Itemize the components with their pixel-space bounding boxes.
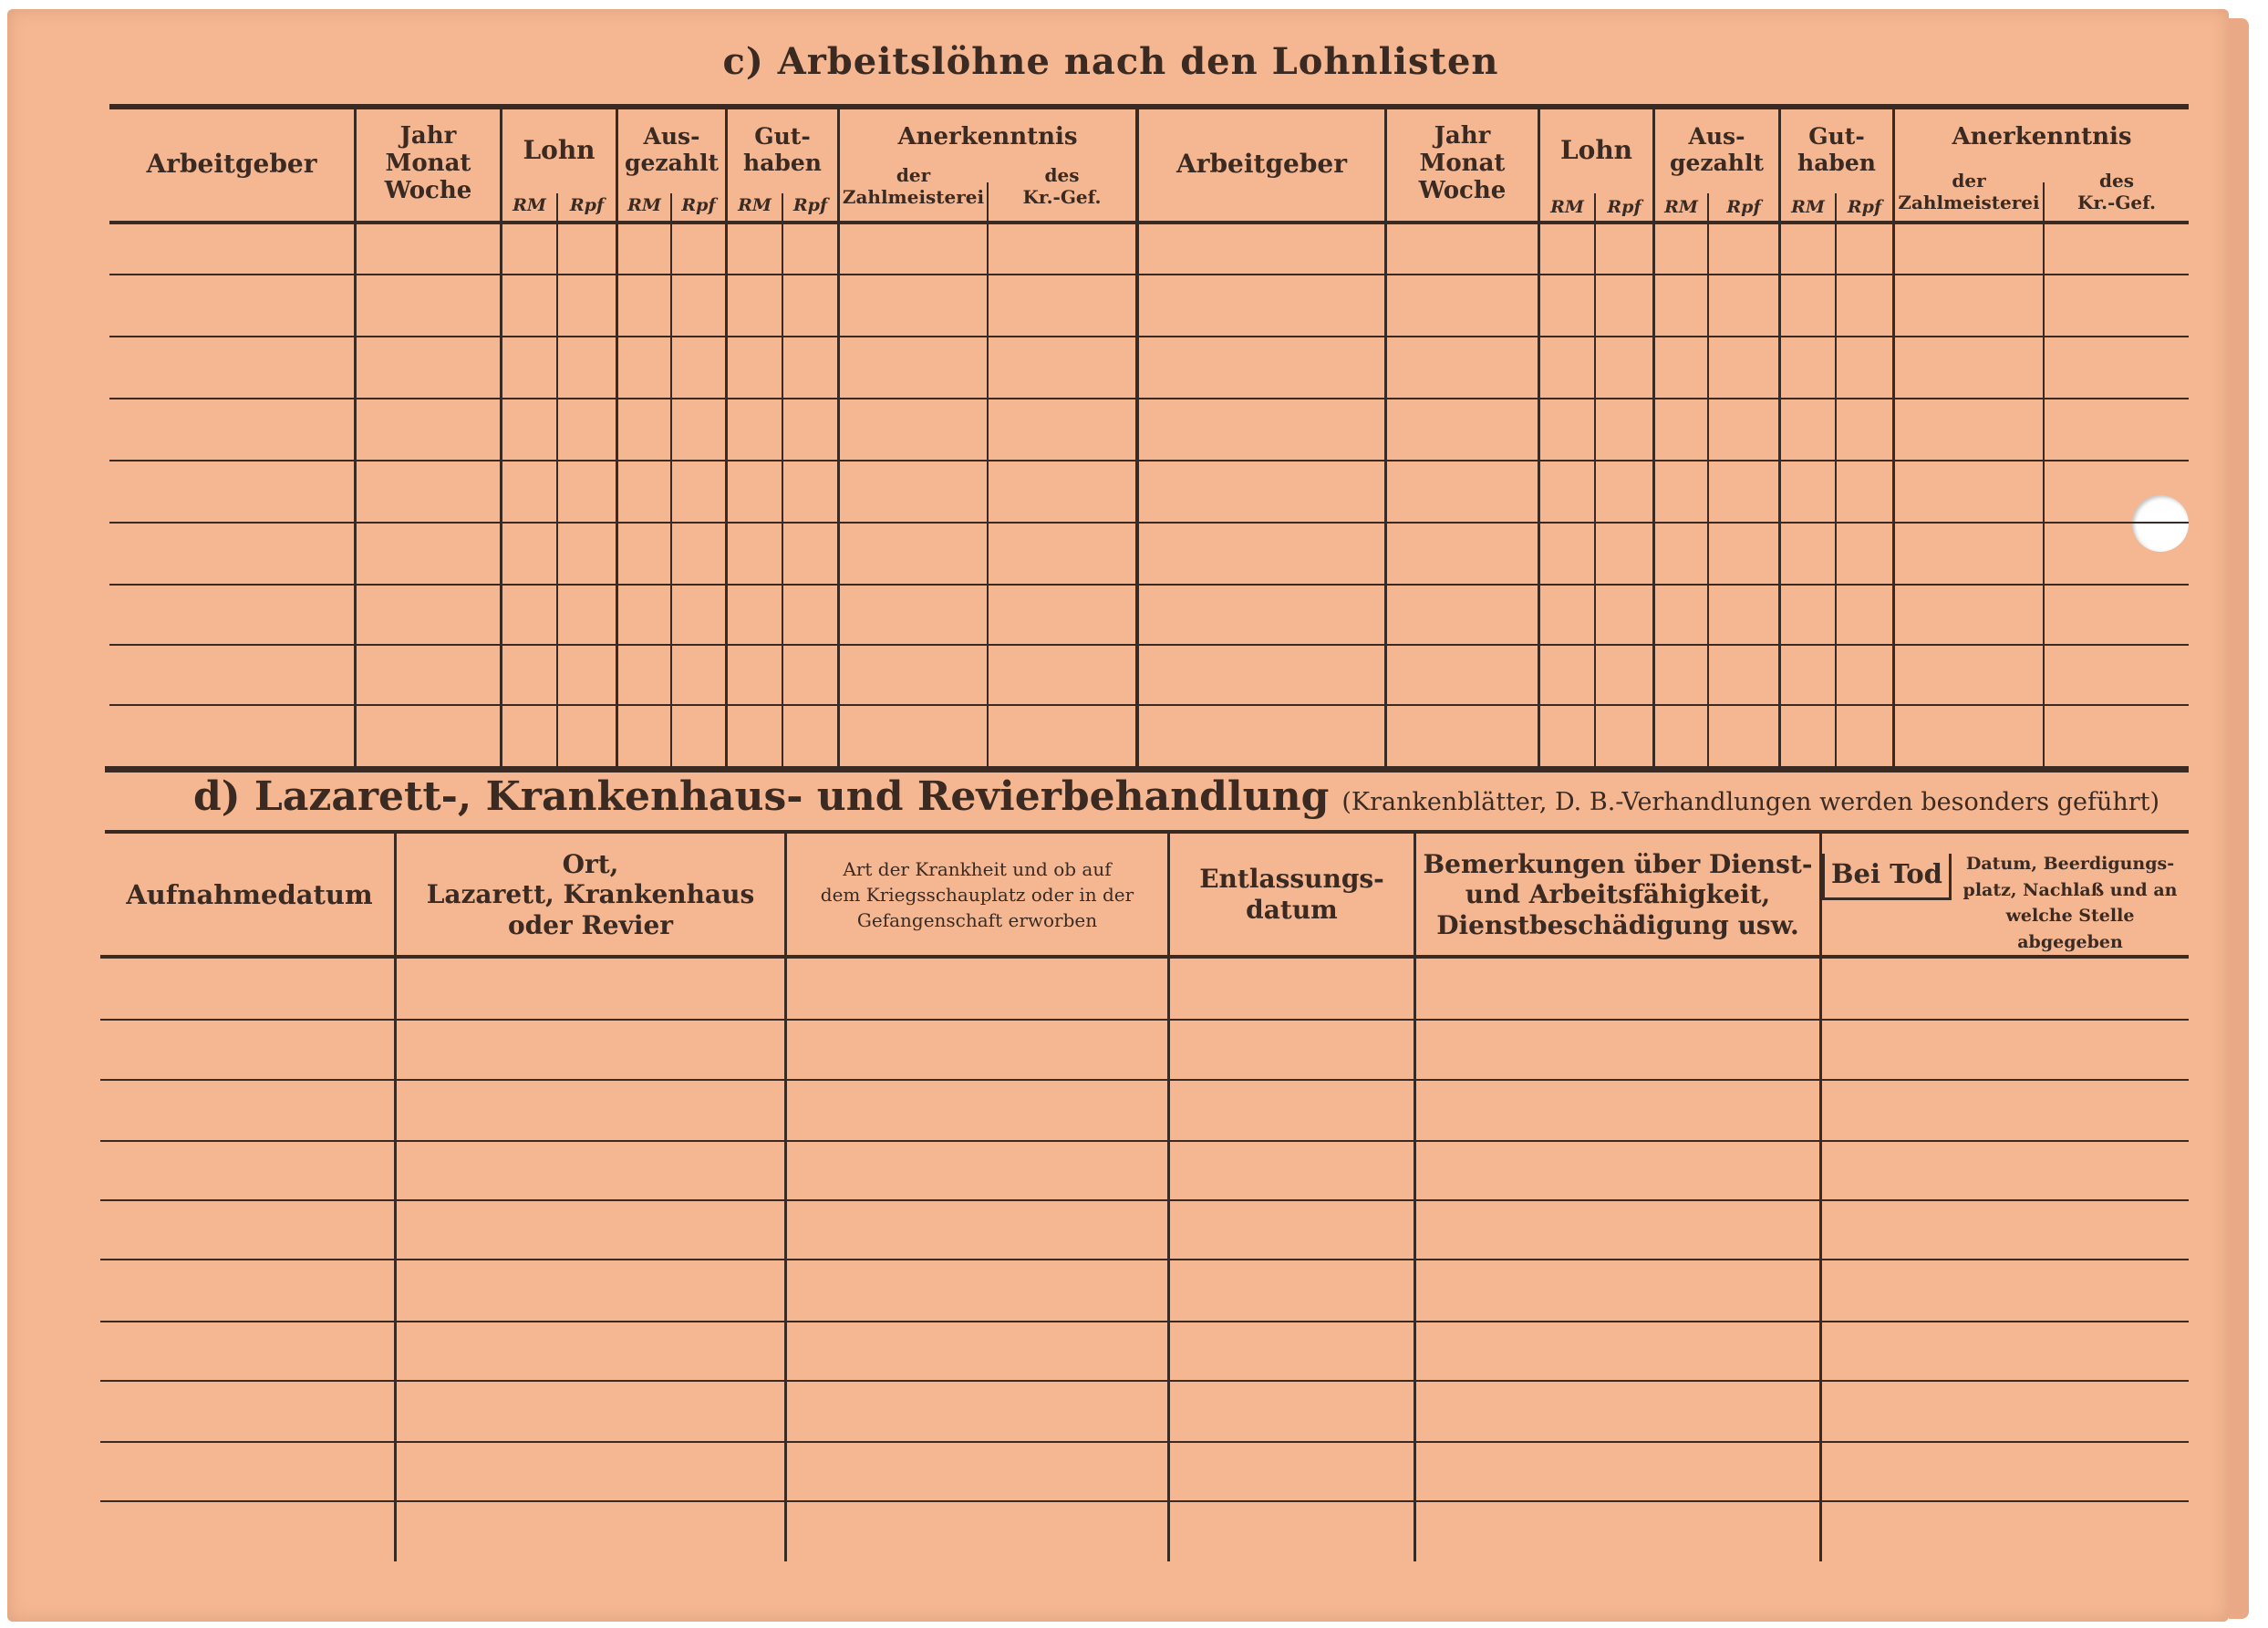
c-header-des-krgef: des Kr.-Gef. [1022, 164, 1102, 208]
c-row-line [109, 522, 2189, 524]
c-header-lohn: Lohn [523, 134, 595, 165]
c-row-line [109, 398, 2189, 399]
section-d-header-rule [100, 955, 2189, 959]
punch-hole [2132, 495, 2189, 552]
c-sub-rpf: Rpf [569, 195, 605, 215]
section-c-bottom-rule [105, 766, 2189, 773]
c-row-line [109, 460, 2189, 461]
c-sub-rm: RM [1550, 197, 1584, 217]
c-col-line-thin [1707, 193, 1709, 768]
d-header-ort: Ort, Lazarett, Krankenhaus oder Revier [426, 848, 755, 940]
c-col-line-thin [670, 193, 672, 768]
c-row-line [109, 584, 2189, 586]
d-header-bemerkungen: Bemerkungen über Dienst- und Arbeitsfähigkeit, Dienstbeschädigung usw. [1423, 848, 1813, 940]
c-sub-rpf: Rpf [681, 195, 716, 215]
section-d-top-rule [105, 830, 2189, 834]
d-row-line [100, 1079, 2189, 1081]
d-row-line [100, 1380, 2189, 1382]
c-sub-rm: RM [1664, 197, 1698, 217]
c-header-guthaben-2: Gut- haben [1797, 123, 1876, 176]
c-header-lohn-2: Lohn [1559, 134, 1633, 165]
c-row-line [109, 704, 2189, 706]
d-row-line [100, 1259, 2189, 1260]
c-sub-rpf: Rpf [1726, 197, 1761, 217]
c-header-anerkenntnis-2: Anerkenntnis [1952, 123, 2132, 151]
c-sub-rm: RM [738, 195, 772, 215]
c-row-line [109, 644, 2189, 646]
card-edge [2229, 18, 2249, 1619]
d-header-entlassungsdatum: Entlassungs- datum [1199, 864, 1384, 925]
d-header-datum-beerdigung: Datum, Beerdigungs- platz, Nachlaß und an welche Stelle abgegeben [1962, 854, 2178, 952]
c-header-ausgezahlt-2: Aus- gezahlt [1669, 123, 1764, 176]
d-row-line [100, 1019, 2189, 1021]
d-header-bei-tod: Bei Tod [1822, 854, 1952, 900]
c-row-line [109, 274, 2189, 275]
c-header-anerkenntnis: Anerkenntnis [897, 123, 1078, 151]
c-col-line-thin [782, 193, 783, 768]
section-c-header-rule [109, 221, 2189, 224]
d-row-line [100, 1199, 2189, 1201]
c-sub-rm: RM [513, 195, 546, 215]
c-header-ausgezahlt: Aus- gezahlt [624, 123, 719, 176]
c-header-der-zahlmeisterei-2: der Zahlmeisterei [1898, 170, 2040, 213]
d-row-line [100, 1140, 2189, 1142]
c-sub-rm: RM [627, 195, 661, 215]
section-c-title: c) Arbeitslöhne nach den Lohnlisten [722, 40, 1499, 83]
c-header-arbeitgeber: Arbeitgeber [146, 148, 317, 179]
c-header-jahr-monat-woche: Jahr Monat Woche [384, 122, 472, 204]
d-col-line [1819, 832, 1822, 1561]
section-d-subtitle: (Krankenblätter, D. B.-Verhandlungen werden besonders geführt) [1341, 788, 2160, 816]
section-d-title [193, 773, 2159, 820]
c-col-line-thin [2043, 182, 2045, 768]
d-row-line [100, 1321, 2189, 1322]
c-header-arbeitgeber-2: Arbeitgeber [1176, 148, 1347, 179]
c-sub-rpf: Rpf [1607, 197, 1641, 217]
d-row-line [100, 1441, 2189, 1443]
c-col-line-thin [987, 182, 989, 768]
c-header-des-krgef-2: des Kr.-Gef. [2076, 170, 2156, 213]
c-header-guthaben: Gut- haben [743, 123, 822, 176]
c-sub-rpf: Rpf [1847, 197, 1882, 217]
d-row-line [100, 1500, 2189, 1502]
c-col-line-thin [1594, 193, 1596, 768]
c-col-line-thin [556, 193, 558, 768]
c-sub-rm: RM [1791, 197, 1825, 217]
c-header-jahr-monat-woche-2: Jahr Monat Woche [1418, 122, 1507, 204]
d-header-art-der-krankheit: Art der Krankheit und ob auf dem Kriegsschauplatz oder in der Gefangenschaft erworben [820, 858, 1134, 931]
c-col-line-thin [1835, 193, 1837, 768]
d-header-aufnahmedatum: Aufnahmedatum [126, 878, 373, 910]
section-d-title-main: d) Lazarett-, Krankenhaus- und Revierbehandlung [193, 773, 1330, 820]
c-row-line [109, 336, 2189, 337]
c-sub-rpf: Rpf [792, 195, 828, 215]
c-header-der-zahlmeisterei: der Zahlmeisterei [842, 164, 985, 208]
